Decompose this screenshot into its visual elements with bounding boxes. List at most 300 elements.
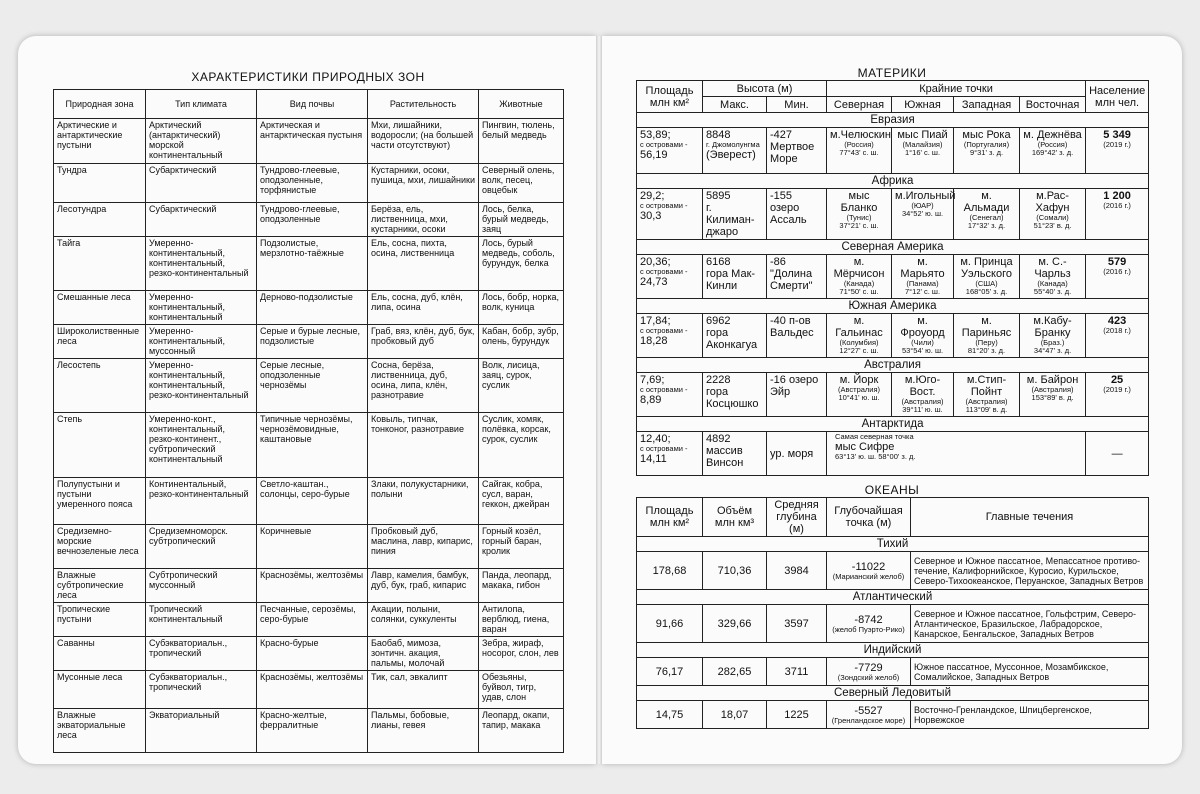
cell bbox=[827, 701, 911, 729]
zone-cell: Краснозёмы, желтозёмы bbox=[257, 671, 368, 709]
col-north: Северная bbox=[827, 97, 892, 113]
point-coord: 81°20' з. д. bbox=[967, 346, 1006, 355]
point-country: (Сомали) bbox=[1036, 213, 1069, 222]
point-name: м. Марьято bbox=[900, 256, 945, 280]
cell bbox=[954, 314, 1020, 358]
cell bbox=[827, 658, 911, 686]
zone-cell: Влажные субтропические леса bbox=[54, 569, 146, 603]
area-note: с островами - bbox=[640, 201, 688, 210]
zone-row bbox=[54, 164, 564, 203]
point-coord: 37°21' с. ш. bbox=[839, 221, 879, 230]
continent-section bbox=[637, 299, 1149, 314]
zone-cell: Обезьяны, буйвол, тигр, удав, слон bbox=[479, 671, 564, 709]
zones-header-2: Вид почвы bbox=[257, 90, 368, 119]
point-country: (Австралия) bbox=[837, 385, 881, 394]
max-height: 5895 bbox=[706, 190, 731, 202]
zone-cell: Пробковый дуб, маслина, лавр, кипарис, пиния bbox=[368, 525, 479, 569]
zones-header-row bbox=[54, 90, 564, 119]
population: 5 349 bbox=[1103, 129, 1131, 141]
continent-row bbox=[637, 373, 1149, 417]
point-coord: 17°32' з. д. bbox=[967, 221, 1006, 230]
zone-row bbox=[54, 237, 564, 291]
cell bbox=[767, 255, 827, 299]
zones-header-1: Тип климата bbox=[146, 90, 257, 119]
min-height: ур. моря bbox=[770, 447, 814, 460]
zone-cell: Серые лесные, оподзоленные чернозёмы bbox=[257, 359, 368, 413]
ocean-depth: 3597 bbox=[784, 617, 809, 630]
cell bbox=[637, 128, 703, 174]
zone-row bbox=[54, 603, 564, 637]
continent-section bbox=[637, 113, 1149, 128]
zone-cell: Тайга bbox=[54, 237, 146, 291]
point-name: м. Дежнёва bbox=[1023, 129, 1082, 141]
cell bbox=[827, 432, 1086, 476]
ocean-section bbox=[637, 537, 1149, 552]
zone-cell: Светло-каштан., солонцы, серо-бурые bbox=[257, 478, 368, 525]
point-coord: 53°54' ю. ш. bbox=[901, 346, 944, 355]
cell bbox=[637, 189, 703, 240]
point-country: (Канада) bbox=[843, 279, 875, 288]
col-max: Макс. bbox=[703, 97, 767, 113]
cell bbox=[637, 605, 703, 643]
continent-section-name: Африка bbox=[637, 174, 1149, 189]
continent-section-name: Евразия bbox=[637, 113, 1149, 128]
zone-cell: Полупустыни и пустыни умеренного пояса bbox=[54, 478, 146, 525]
continent-section-name: Северная Америка bbox=[637, 240, 1149, 255]
cell bbox=[767, 189, 827, 240]
ocean-row bbox=[637, 552, 1149, 590]
point-name: м. Мёрчисон bbox=[833, 256, 885, 280]
zone-row bbox=[54, 203, 564, 237]
zone-cell: Субарктический bbox=[146, 203, 257, 237]
zone-cell: Арктические и антарктические пустыни bbox=[54, 119, 146, 164]
zone-row bbox=[54, 325, 564, 359]
population: 579 bbox=[1107, 256, 1127, 268]
cell bbox=[827, 128, 892, 174]
zone-cell: Серые и бурые лесные, подзолистые bbox=[257, 325, 368, 359]
cell bbox=[767, 658, 827, 686]
zones-header-3: Растительность bbox=[368, 90, 479, 119]
ocean-volume: 282,65 bbox=[717, 665, 752, 678]
point-country: (Браз.) bbox=[1040, 338, 1065, 347]
zone-cell: Ковыль, типчак, тонконог, разнотравие bbox=[368, 413, 479, 478]
ocean-deepest-note: (Зондский желоб) bbox=[837, 672, 900, 682]
point-name: м. Париньяс bbox=[961, 315, 1012, 339]
cell bbox=[703, 552, 767, 590]
cell bbox=[637, 255, 703, 299]
cell bbox=[637, 701, 703, 729]
zone-cell: Сайгак, кобра, сусл, варан, геккон, джейран bbox=[479, 478, 564, 525]
cell bbox=[637, 432, 703, 476]
cell bbox=[767, 314, 827, 358]
cell bbox=[827, 605, 911, 643]
cell bbox=[954, 373, 1020, 417]
ocean-volume: 710,36 bbox=[717, 564, 752, 577]
area: 29,2; bbox=[640, 190, 665, 202]
cell bbox=[911, 701, 1149, 729]
ocean-area: 91,66 bbox=[655, 617, 684, 630]
oceans-header-2: Средняя глубина (м) bbox=[767, 498, 827, 537]
area-note: с островами - bbox=[640, 326, 688, 335]
point-name: м.Стип-Пойнт bbox=[966, 374, 1007, 398]
zone-cell: Тундрово-глеевые, оподзоленные, торфянистые bbox=[257, 164, 368, 203]
zone-cell: Антилопа, верблюд, гиена, варан bbox=[479, 603, 564, 637]
point-name: м. Альмади bbox=[963, 190, 1010, 214]
continent-section-name: Антарктида bbox=[637, 417, 1149, 432]
zone-cell: Панда, леопард, макака, гибон bbox=[479, 569, 564, 603]
zone-cell: Умеренно-континентальный, континентальный, резко-континентальный bbox=[146, 237, 257, 291]
continent-row bbox=[637, 128, 1149, 174]
zone-cell: Подзолистые, мерзлотно-таёжные bbox=[257, 237, 368, 291]
point-name: м. Гальинас bbox=[835, 315, 883, 339]
point-name: м.Кабу-Бранку bbox=[1033, 315, 1072, 339]
population-year: (2016 г.) bbox=[1103, 201, 1131, 210]
zone-cell: Песчанные, серозёмы, серо-бурые bbox=[257, 603, 368, 637]
zone-cell: Ель, сосна, пихта, осина, лиственница bbox=[368, 237, 479, 291]
zone-cell: Ель, сосна, дуб, клён, липа, осина bbox=[368, 291, 479, 325]
point-country: (Россия) bbox=[1037, 140, 1068, 149]
max-height: 6962 bbox=[706, 315, 731, 327]
zones-title: ХАРАКТЕРИСТИКИ ПРИРОДНЫХ ЗОН bbox=[191, 70, 425, 84]
point-country: (Колумбия) bbox=[839, 338, 879, 347]
oceans-header-0: Площадь млн км² bbox=[637, 498, 703, 537]
cell bbox=[767, 552, 827, 590]
ocean-currents: Восточно-Гренландское, Шпицбергенское, Норвежское bbox=[914, 704, 1092, 725]
point-coord: 113°09' в. д. bbox=[965, 405, 1008, 414]
cell bbox=[1086, 189, 1149, 240]
cell bbox=[954, 255, 1020, 299]
min-height: -86 "Долина Смерти" bbox=[770, 256, 813, 292]
cell bbox=[827, 189, 892, 240]
cell bbox=[767, 128, 827, 174]
zone-cell: Экваториальный bbox=[146, 709, 257, 753]
max-peak: гора Косцюшко bbox=[706, 386, 759, 410]
zone-cell: Акации, полыни, солянки, суккуленты bbox=[368, 603, 479, 637]
max-peak: гора Мак-Кинли bbox=[706, 268, 756, 292]
zone-cell: Красно-желтые, ферралитные bbox=[257, 709, 368, 753]
zone-cell: Красно-бурые bbox=[257, 637, 368, 671]
zone-cell: Лось, бурый медведь, соболь, бурундук, белка bbox=[479, 237, 564, 291]
zone-cell: Смешанные леса bbox=[54, 291, 146, 325]
ocean-area: 14,75 bbox=[655, 708, 684, 721]
max-peak: г. Килиман-джаро bbox=[706, 202, 755, 238]
col-extreme: Крайние точки bbox=[827, 81, 1086, 97]
ocean-currents: Северное и Южное пассатное, Мепассатное противо-течение, Калифорнийское, Куросио, Курильское, Северо-Тихоокеанское, Перуанское, Западных Ветров bbox=[914, 555, 1144, 586]
max-note: г. Джомолунгма bbox=[706, 140, 760, 149]
cell bbox=[637, 658, 703, 686]
population: — bbox=[1111, 447, 1123, 460]
continent-section bbox=[637, 240, 1149, 255]
point-name: м.Челюскин bbox=[830, 129, 891, 141]
zone-cell: Широколиственные леса bbox=[54, 325, 146, 359]
ocean-row bbox=[637, 605, 1149, 643]
zone-row bbox=[54, 119, 564, 164]
cell bbox=[911, 605, 1149, 643]
cell bbox=[892, 128, 954, 174]
area-islands: 14,11 bbox=[640, 453, 667, 465]
continent-section bbox=[637, 358, 1149, 373]
point-country: (Австралия) bbox=[1031, 385, 1074, 394]
zone-cell: Дерново-подзолистые bbox=[257, 291, 368, 325]
cell bbox=[1020, 314, 1086, 358]
cell bbox=[767, 373, 827, 417]
point-coord: 169°42' з. д. bbox=[1031, 148, 1074, 157]
ocean-volume: 18,07 bbox=[720, 708, 749, 721]
zone-cell: Коричневые bbox=[257, 525, 368, 569]
population-year: (2019 г.) bbox=[1103, 140, 1131, 149]
cell bbox=[637, 373, 703, 417]
zone-cell: Средиземно-морские вечнозеленые леса bbox=[54, 525, 146, 569]
population-year: (2018 г.) bbox=[1103, 326, 1131, 335]
point-country: (Австралия) bbox=[901, 397, 944, 406]
area: 12,40; bbox=[640, 433, 671, 445]
cell bbox=[1086, 314, 1149, 358]
cell bbox=[1086, 128, 1149, 174]
zones-table bbox=[53, 89, 564, 753]
zone-cell: Лось, бобр, норка, волк, куница bbox=[479, 291, 564, 325]
cell bbox=[892, 189, 954, 240]
zone-cell: Сосна, берёза, лиственница, дуб, осина, липа, клён, разнотравие bbox=[368, 359, 479, 413]
continents-table bbox=[636, 80, 1149, 476]
zone-cell: Субэкваториальн., тропический bbox=[146, 637, 257, 671]
zones-header-4: Животные bbox=[479, 90, 564, 119]
area-note: с островами - bbox=[640, 267, 688, 276]
zone-cell: Мхи, лишайники, водоросли; (на большей части отсутствуют) bbox=[368, 119, 479, 164]
oceans-header-row bbox=[637, 498, 1149, 537]
col-south: Южная bbox=[892, 97, 954, 113]
zone-cell: Пальмы, бобовые, лианы, гевея bbox=[368, 709, 479, 753]
min-height: -16 озеро Эйр bbox=[770, 374, 819, 398]
cell bbox=[1020, 373, 1086, 417]
book-spine bbox=[596, 36, 602, 764]
area-islands: 56,19 bbox=[640, 149, 668, 161]
point-coord: 153°89' в. д. bbox=[1031, 393, 1074, 402]
cell bbox=[767, 701, 827, 729]
zone-cell: Степь bbox=[54, 413, 146, 478]
continent-section-name: Австралия bbox=[637, 358, 1149, 373]
zone-cell: Субтропический муссонный bbox=[146, 569, 257, 603]
point-coord: 34°52' ю. ш. bbox=[901, 209, 944, 218]
cell bbox=[703, 373, 767, 417]
max-peak: (Эверест) bbox=[706, 149, 756, 161]
oceans-title: ОКЕАНЫ bbox=[864, 483, 920, 497]
cell bbox=[1020, 128, 1086, 174]
min-height: -155 озеро Ассаль bbox=[770, 190, 807, 226]
zone-cell: Волк, лисица, заяц, сурок, суслик bbox=[479, 359, 564, 413]
cell bbox=[911, 658, 1149, 686]
point-coord: 34°47' з. д. bbox=[1033, 346, 1072, 355]
point-coord: 12°27' с. ш. bbox=[839, 346, 879, 355]
zone-row bbox=[54, 359, 564, 413]
population-year: (2019 г.) bbox=[1103, 385, 1131, 394]
cell bbox=[703, 314, 767, 358]
zone-cell: Граб, вяз, клён, дуб, бук, пробковый дуб bbox=[368, 325, 479, 359]
zone-cell: Лавр, камелия, бамбук, дуб, бук, граб, кипарис bbox=[368, 569, 479, 603]
point-country: (Тунис) bbox=[846, 213, 872, 222]
cell bbox=[892, 373, 954, 417]
cell bbox=[954, 128, 1020, 174]
continent-section bbox=[637, 417, 1149, 432]
zone-cell: Лось, белка, бурый медведь, заяц bbox=[479, 203, 564, 237]
zone-row bbox=[54, 709, 564, 753]
cell bbox=[827, 255, 892, 299]
point-country: (Чили) bbox=[911, 338, 934, 347]
zone-cell: Тундра bbox=[54, 164, 146, 203]
point-country: (Канада) bbox=[1037, 279, 1068, 288]
ocean-deepest: -5527 bbox=[854, 704, 883, 717]
ocean-deepest-note: (Гренландское море) bbox=[831, 715, 906, 725]
zone-row bbox=[54, 291, 564, 325]
area-islands: 18,28 bbox=[640, 335, 668, 347]
cell bbox=[954, 189, 1020, 240]
col-west: Западная bbox=[954, 97, 1020, 113]
max-height: 6168 bbox=[706, 256, 731, 268]
zone-cell: Умеренно-конт., континентальный, резко-континент., субтропический континентальный bbox=[146, 413, 257, 478]
zone-cell: Кабан, бобр, зубр, олень, бурундук bbox=[479, 325, 564, 359]
zone-row bbox=[54, 413, 564, 478]
zone-row bbox=[54, 671, 564, 709]
continent-row bbox=[637, 314, 1149, 358]
north-point: мыс Сифре bbox=[835, 441, 895, 453]
continent-row bbox=[637, 255, 1149, 299]
zone-cell: Краснозёмы, желтозёмы bbox=[257, 569, 368, 603]
max-peak: гора Аконкагуа bbox=[706, 327, 758, 351]
zone-cell: Средиземноморск. субтропический bbox=[146, 525, 257, 569]
cell bbox=[827, 552, 911, 590]
ocean-row bbox=[637, 658, 1149, 686]
zone-cell: Влажные экваториальные леса bbox=[54, 709, 146, 753]
point-coord: 39°11' ю. ш. bbox=[902, 405, 943, 414]
point-country: (Панама) bbox=[906, 279, 939, 288]
oceans-header-4: Главные течения bbox=[911, 498, 1149, 537]
point-name: м. Принца Уэльского bbox=[960, 256, 1013, 280]
zone-cell: Пингвин, тюлень, белый медведь bbox=[479, 119, 564, 164]
ocean-currents: Северное и Южное пассатное, Гольфстрим, Северо-Атлантическое, Бразильское, Лабрадорское, Канарское, Бенгальское, Западных Ветров bbox=[914, 608, 1137, 639]
col-min: Мин. bbox=[767, 97, 827, 113]
cell bbox=[703, 189, 767, 240]
area-islands: 8,89 bbox=[640, 394, 662, 406]
cell bbox=[637, 552, 703, 590]
zone-cell: Берёза, ель, лиственница, мхи, кустарники, осоки bbox=[368, 203, 479, 237]
point-name: м.Юго-Вост. bbox=[904, 374, 941, 398]
point-name: мыс Рока bbox=[962, 129, 1011, 141]
area-islands: 30,3 bbox=[640, 210, 662, 222]
area-note: с островами - bbox=[640, 385, 688, 394]
point-country: (Португалия) bbox=[963, 140, 1010, 149]
point-country: (США) bbox=[975, 279, 998, 288]
ocean-section bbox=[637, 590, 1149, 605]
continent-section-name: Южная Америка bbox=[637, 299, 1149, 314]
area: 7,69; bbox=[640, 374, 665, 386]
col-east: Восточная bbox=[1020, 97, 1086, 113]
cell bbox=[767, 432, 827, 476]
zone-cell: Тик, сал, эвкалипт bbox=[368, 671, 479, 709]
point-country: (Малайзия) bbox=[902, 140, 943, 149]
cell bbox=[703, 658, 767, 686]
point-country: (Сенегал) bbox=[969, 213, 1004, 222]
point-coord: 7°12' с. ш. bbox=[904, 287, 941, 296]
cell bbox=[703, 432, 767, 476]
zone-cell: Горный козёл, горный баран, кролик bbox=[479, 525, 564, 569]
zone-cell: Лесотундра bbox=[54, 203, 146, 237]
population-year: (2016 г.) bbox=[1103, 267, 1131, 276]
cell bbox=[1020, 189, 1086, 240]
zone-row bbox=[54, 478, 564, 525]
ocean-section-name: Северный Ледовитый bbox=[637, 686, 1149, 701]
continent-row bbox=[637, 432, 1149, 476]
point-coord: 55°40' з. д. bbox=[1033, 287, 1072, 296]
zones-header-0: Природная зона bbox=[54, 90, 146, 119]
ocean-section-name: Тихий bbox=[637, 537, 1149, 552]
point-coord: 77°43' с. ш. bbox=[839, 148, 879, 157]
zone-cell: Субарктический bbox=[146, 164, 257, 203]
point-coord: 71°50' с. ш. bbox=[839, 287, 879, 296]
zone-cell: Субэкваториальн., тропический bbox=[146, 671, 257, 709]
population: 423 bbox=[1107, 315, 1127, 327]
oceans-table bbox=[636, 497, 1149, 729]
cell bbox=[703, 128, 767, 174]
area: 20,36; bbox=[640, 256, 671, 268]
zone-cell: Арктическая и антарктическая пустыня bbox=[257, 119, 368, 164]
ocean-deepest-note: (желоб Пуэрто-Рико) bbox=[832, 624, 905, 634]
zone-cell: Злаки, полукустарники, полыни bbox=[368, 478, 479, 525]
point-coord: 51°23' в. д. bbox=[1033, 221, 1072, 230]
cell bbox=[827, 314, 892, 358]
zone-cell: Арктический (антарктический) морской континентальный bbox=[146, 119, 257, 164]
ocean-depth: 3711 bbox=[784, 665, 809, 678]
cell bbox=[703, 701, 767, 729]
ocean-volume: 329,66 bbox=[717, 617, 752, 630]
continent-section bbox=[637, 174, 1149, 189]
oceans-header-3: Глубочайшая точка (м) bbox=[827, 498, 911, 537]
population: 25 bbox=[1110, 374, 1124, 386]
zone-cell: Саванны bbox=[54, 637, 146, 671]
ocean-deepest: -7729 bbox=[854, 661, 883, 674]
cell bbox=[827, 373, 892, 417]
zone-cell: Континентальный, резко-континентальный bbox=[146, 478, 257, 525]
point-country: (ЮАР) bbox=[911, 201, 934, 210]
zone-row bbox=[54, 637, 564, 671]
continent-row bbox=[637, 189, 1149, 240]
ocean-deepest-note: (Марианский желоб) bbox=[832, 571, 905, 581]
cell bbox=[1086, 255, 1149, 299]
zone-cell: Тропические пустыни bbox=[54, 603, 146, 637]
point-name: м. С.-Чарльз bbox=[1034, 256, 1071, 280]
ocean-section bbox=[637, 686, 1149, 701]
population: 1 200 bbox=[1103, 190, 1131, 202]
ocean-section bbox=[637, 643, 1149, 658]
cell bbox=[703, 255, 767, 299]
area-note: с островами - bbox=[640, 444, 688, 453]
max-height: 2228 bbox=[706, 374, 731, 386]
cell bbox=[911, 552, 1149, 590]
max-peak: массив Винсон bbox=[706, 445, 744, 469]
ocean-depth: 1225 bbox=[784, 708, 809, 721]
point-coord: 9°31' з. д. bbox=[969, 148, 1004, 157]
zone-cell: Тропический континентальный bbox=[146, 603, 257, 637]
area: 53,89; bbox=[640, 129, 671, 141]
col-area: Площадь млн км² bbox=[637, 81, 703, 113]
max-height: 8848 bbox=[706, 129, 731, 141]
cell bbox=[1020, 255, 1086, 299]
oceans-header-1: Объём млн км³ bbox=[703, 498, 767, 537]
zone-cell: Баобаб, мимоза, зонтичн. акация, пальмы, молочай bbox=[368, 637, 479, 671]
north-coord: 63°13' ю. ш. 58°00' з. д. bbox=[835, 452, 916, 461]
cell bbox=[1086, 373, 1149, 417]
zone-cell: Северный олень, волк, песец, овцебык bbox=[479, 164, 564, 203]
point-coord: 10°41' ю. ш. bbox=[838, 393, 880, 402]
max-height: 4892 bbox=[706, 433, 731, 445]
